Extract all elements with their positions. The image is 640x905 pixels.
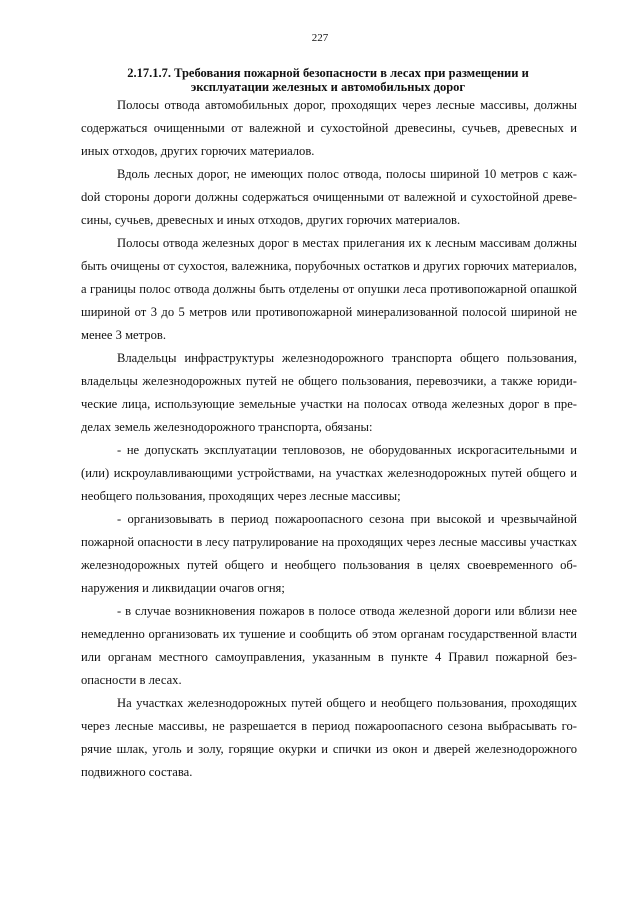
list-item: - организовывать в период пожароопасного сезона при высокой и чрезвычайной пожарной опасности в лесу патрулирование на проходящих через лесные массивы участках железнодорожных путей общего и необщего пользования в целях своевременного обнаружения и ликвидации очагов огня; xyxy=(81,512,577,595)
page-number: 227 xyxy=(311,32,329,44)
list-item: - в случае возникновения пожаров в полосе отвода железной дороги или вблизи нее немедленно организовать их тушение и сообщить об этом органам государственной власти или органам местного самоуправления, указанным в пункте 4 Правил пожарной безопасности в лесах. xyxy=(81,604,577,687)
paragraph: Владельцы инфраструктуры железнодорожного транспорта общего пользования, владельцы железнодорожных путей не общего пользования, перевозчики, а также юридические лица, использующие земельные участки на полосах отвода железных дорог в пределах земель железнодорожного транспорта, обязаны: xyxy=(81,351,577,434)
paragraph: Полосы отвода железных дорог в местах прилегания их к лесным массивам должны быть очищены от сухостоя, валежника, порубочных остатков и других горючих материалов, а границы полос отвода должны быть отделены от опушки леса противопожарной опашкой шириной от 3 до 5 метров или противопожарной минерализованной полосой шириной не менее 3 метров. xyxy=(81,236,577,342)
paragraph: Вдоль лесных дорог, не имеющих полос отвода, полосы шириной 10 метров с кажdой стороны дороги должны содержаться очищенными от валежной и сухостойной древесины, сучьев, древесных и иных отходов, других горючих материалов. xyxy=(81,167,577,227)
paragraph: Полосы отвода автомобильных дорог, проходящих через лесные массивы, должны содержаться очищенными от валежной и сухостойной древесины, сучьев, древесных и иных отходов, других горючих материалов. xyxy=(81,98,577,158)
paragraph: На участках железнодорожных путей общего и необщего пользования, проходящих через лесные массивы, не разрешается в период пожароопасного сезона выбрасывать горячие шлак, уголь и золу, горящие окурки и спички из окон и дверей железнодорожного подвижного состава. xyxy=(81,696,577,779)
section-heading-line-1: 2.17.1.7. Требования пожарной безопасности в лесах при размещении и xyxy=(127,66,529,80)
list-item: - не допускать эксплуатации тепловозов, не оборудованных искрогасительными и (или) искроулавливающими устройствами, на участках железнодорожных путей общего и необщего пользования, проходящих через лесные массивы; xyxy=(81,443,577,503)
section-heading-line-2: эксплуатации железных и автомобильных дорог xyxy=(190,80,466,94)
section-heading xyxy=(80,66,576,94)
body-text xyxy=(81,94,577,784)
